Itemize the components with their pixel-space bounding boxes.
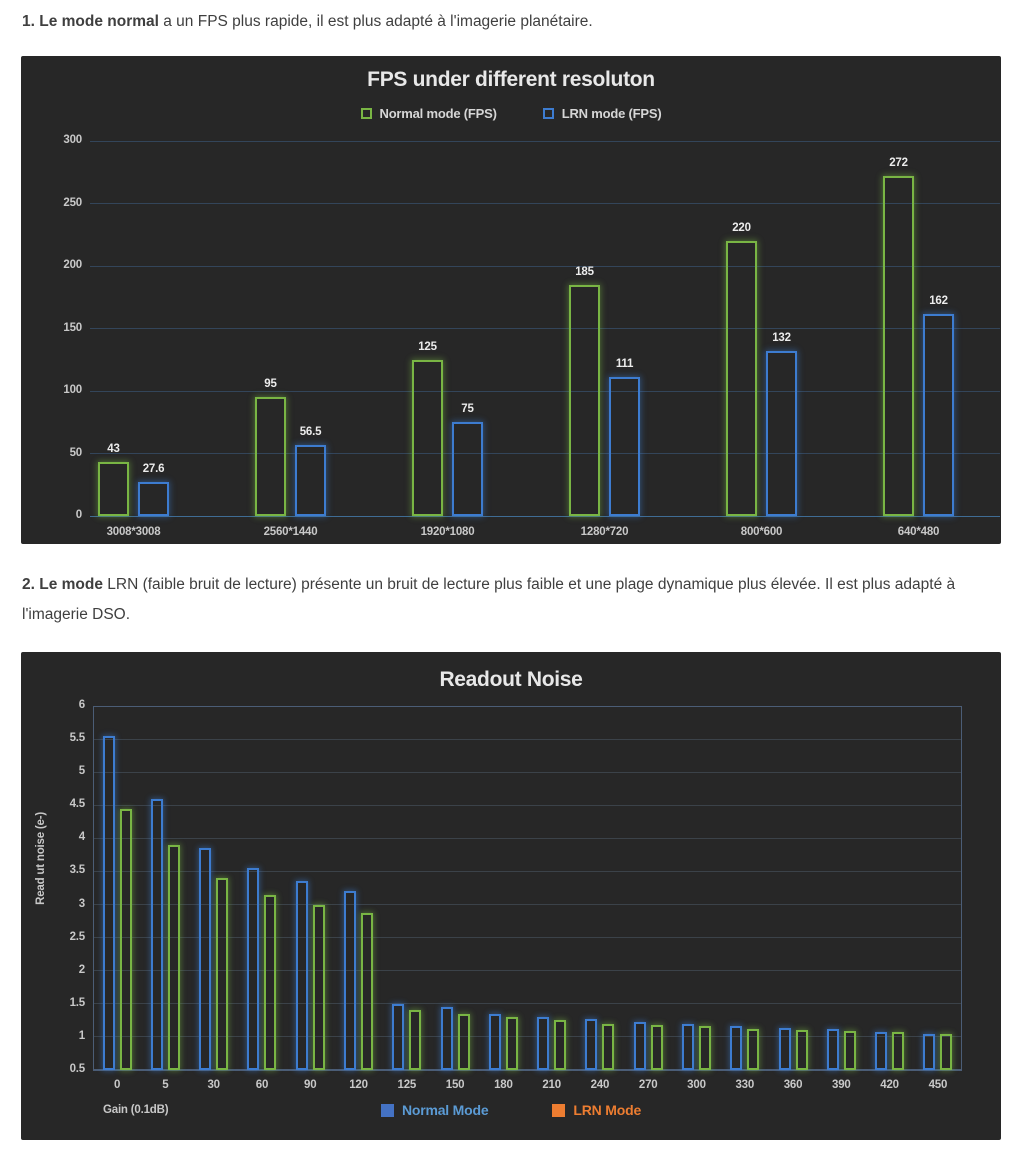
fps-chart-legend [21,106,1001,121]
x-axis-tick-label: 450 [928,1079,948,1091]
y-axis-tick-label: 150 [63,321,82,334]
bar-lrn-mode [458,1014,470,1070]
x-axis-tick-label: 3008*3008 [106,526,161,538]
y-axis-tick-label: 2 [78,963,85,976]
bar-value-label: 27.6 [142,462,165,475]
bar-lrn-mode-fps- [138,482,169,517]
bar-normal-mode [827,1029,839,1070]
paragraph-1-lead: 1. Le mode normal [22,13,159,30]
y-axis-tick-label: 5 [78,765,85,778]
y-axis-tick-label: 4 [78,831,85,844]
y-axis-tick-label: 0 [75,509,82,521]
legend-item-lrn-mode [552,1102,641,1118]
bar-normal-mode [923,1034,935,1070]
x-axis-tick-label: 60 [255,1079,269,1091]
y-axis-tick-label: 5.5 [69,732,85,745]
y-axis-tick-label: 3 [78,897,85,910]
bar-lrn-mode [506,1017,518,1070]
y-axis-tick-label: 2.5 [69,930,85,943]
bar-lrn-mode [409,1010,421,1070]
paragraph-2-lead: 2. Le mode [22,576,103,593]
bar-normal-mode [441,1007,453,1070]
y-axis-tick-label: 1 [78,1029,85,1042]
bar-lrn-mode [940,1034,952,1070]
legend-swatch [381,1104,394,1117]
bar-lrn-mode-fps- [923,314,954,517]
bar-lrn-mode [554,1020,566,1070]
legend-label: LRN Mode [573,1102,642,1118]
x-axis-tick-label: 5 [162,1079,169,1091]
paragraph-1-text: a un FPS plus rapide, il est plus adapté à l'imagerie planétaire. [158,13,593,30]
bar-lrn-mode [120,809,132,1070]
x-axis-tick-label: 150 [445,1079,465,1091]
legend-label: LRN mode (FPS) [561,106,662,121]
bar-value-label: 95 [264,378,277,391]
y-axis-tick-label: 6 [78,699,85,711]
readout-noise-chart-legend [21,1102,1001,1118]
bar-lrn-mode [892,1032,904,1070]
legend-swatch [543,108,554,119]
fps-chart-title: FPS under different resoluton [367,68,655,91]
bar-lrn-mode [313,905,325,1070]
y-axis-tick-label: 100 [63,384,82,396]
bar-normal-mode [199,848,211,1070]
bar-lrn-mode [361,913,373,1070]
y-axis-tick-label: 0.5 [69,1063,85,1075]
bar-value-label: 75 [461,403,474,416]
readout-noise-chart-panel [21,652,1001,1140]
x-axis-tick-label: 640*480 [897,526,940,538]
bar-lrn-mode [844,1031,856,1070]
bar-lrn-mode [796,1030,808,1070]
y-axis-tick-label: 50 [69,446,82,459]
bar-normal-mode [103,736,115,1070]
bar-normal-mode [151,799,163,1070]
bar-lrn-mode [747,1029,759,1070]
bar-normal-mode [682,1024,694,1070]
bar-value-label: 125 [418,340,437,353]
bar-value-label: 185 [575,265,594,278]
legend-label: Normal Mode [401,1102,489,1118]
bar-lrn-mode-fps- [609,377,640,516]
y-axis-title: Read ut noise (e-) [35,812,47,905]
x-axis-tick-label: 125 [397,1079,417,1091]
bar-value-label: 43 [107,443,120,456]
bar-normal-mode-fps- [569,285,600,516]
x-axis-tick-label: 2560*1440 [263,526,318,538]
x-axis-tick-label: 30 [207,1079,220,1091]
legend-label: Normal mode (FPS) [379,106,497,121]
legend-item-lrn-mode-fps- [543,106,662,121]
bar-lrn-mode [264,895,276,1070]
bar-normal-mode [730,1026,742,1070]
bar-normal-mode-fps- [883,176,914,516]
legend-item-normal-mode [381,1102,488,1118]
bar-normal-mode [392,1004,404,1070]
h-gridline [90,266,1000,267]
bar-value-label: 162 [929,294,948,307]
x-axis-tick-label: 800*600 [740,526,783,538]
bar-normal-mode [344,891,356,1070]
bar-normal-mode [489,1014,501,1070]
bar-normal-mode [779,1028,791,1070]
x-axis-tick-label: 240 [590,1079,610,1091]
y-axis-tick-label: 200 [63,259,82,271]
bar-normal-mode-fps- [412,360,443,516]
y-axis-tick-label: 300 [63,134,82,146]
bar-normal-mode [634,1022,646,1070]
x-axis-tick-label: 420 [880,1079,899,1091]
x-axis-tick-label: 1280*720 [580,526,629,538]
bar-value-label: 132 [772,332,791,344]
y-axis-tick-label: 3.5 [69,864,85,877]
x-axis-tick-label: 120 [349,1079,368,1091]
x-axis-tick-label: 300 [687,1079,706,1091]
bar-normal-mode [585,1019,597,1070]
bar-normal-mode [296,881,308,1070]
bar-value-label: 220 [732,222,751,234]
bar-lrn-mode [699,1026,711,1070]
legend-swatch [552,1104,565,1117]
bar-lrn-mode-fps- [452,422,483,516]
x-axis-tick-label: 180 [494,1079,513,1091]
paragraph-2-code: LRN [102,576,143,593]
x-axis-tick-label: 0 [114,1079,121,1091]
bar-lrn-mode-fps- [766,351,797,516]
x-axis-tick-label: 360 [783,1079,803,1091]
bar-normal-mode [537,1017,549,1070]
x-axis-tick-label: 390 [832,1079,851,1091]
y-axis-tick-label: 1.5 [69,996,85,1009]
bar-normal-mode-fps- [255,397,286,516]
x-axis-tick-label: 90 [304,1079,317,1091]
legend-swatch [361,108,372,119]
bar-value-label: 272 [889,157,908,169]
y-axis-tick-label: 4.5 [69,798,85,811]
h-gridline [90,328,1000,329]
fps-chart-panel [21,56,1001,544]
x-axis-tick-label: 330 [735,1079,755,1091]
bar-value-label: 56.5 [299,426,322,439]
legend-item-normal-mode-fps- [361,106,497,121]
bar-lrn-mode [168,845,180,1070]
bar-normal-mode [247,868,259,1070]
h-gridline [90,391,1000,392]
bar-normal-mode-fps- [726,241,757,516]
h-gridline [90,453,1000,454]
h-gridline [90,203,1000,204]
h-gridline [90,141,1000,142]
bar-value-label: 111 [615,358,634,371]
x-axis-baseline [90,516,1000,518]
x-axis-tick-label: 270 [638,1079,658,1091]
x-axis-tick-label: 210 [542,1079,561,1091]
x-axis-tick-label: 1920*1080 [420,526,475,538]
paragraph-fps-mode [0,10,1023,34]
readout-noise-chart-title: Readout Noise [439,668,583,691]
paragraph-lrn-mode [0,570,1023,630]
bar-normal-mode [875,1032,887,1070]
y-axis-tick-label: 250 [63,196,82,209]
bar-lrn-mode-fps- [295,445,326,516]
paragraph-2-text: (faible bruit de lecture) présente un bruit de lecture plus faible et une plage dynamique plus élevée. Il est plus adapté à l'imagerie DSO. [22,576,956,623]
bar-lrn-mode [216,878,228,1070]
bar-lrn-mode [602,1024,614,1070]
x-axis-title: Gain (0.1dB) [103,1104,169,1116]
bar-lrn-mode [651,1025,663,1070]
